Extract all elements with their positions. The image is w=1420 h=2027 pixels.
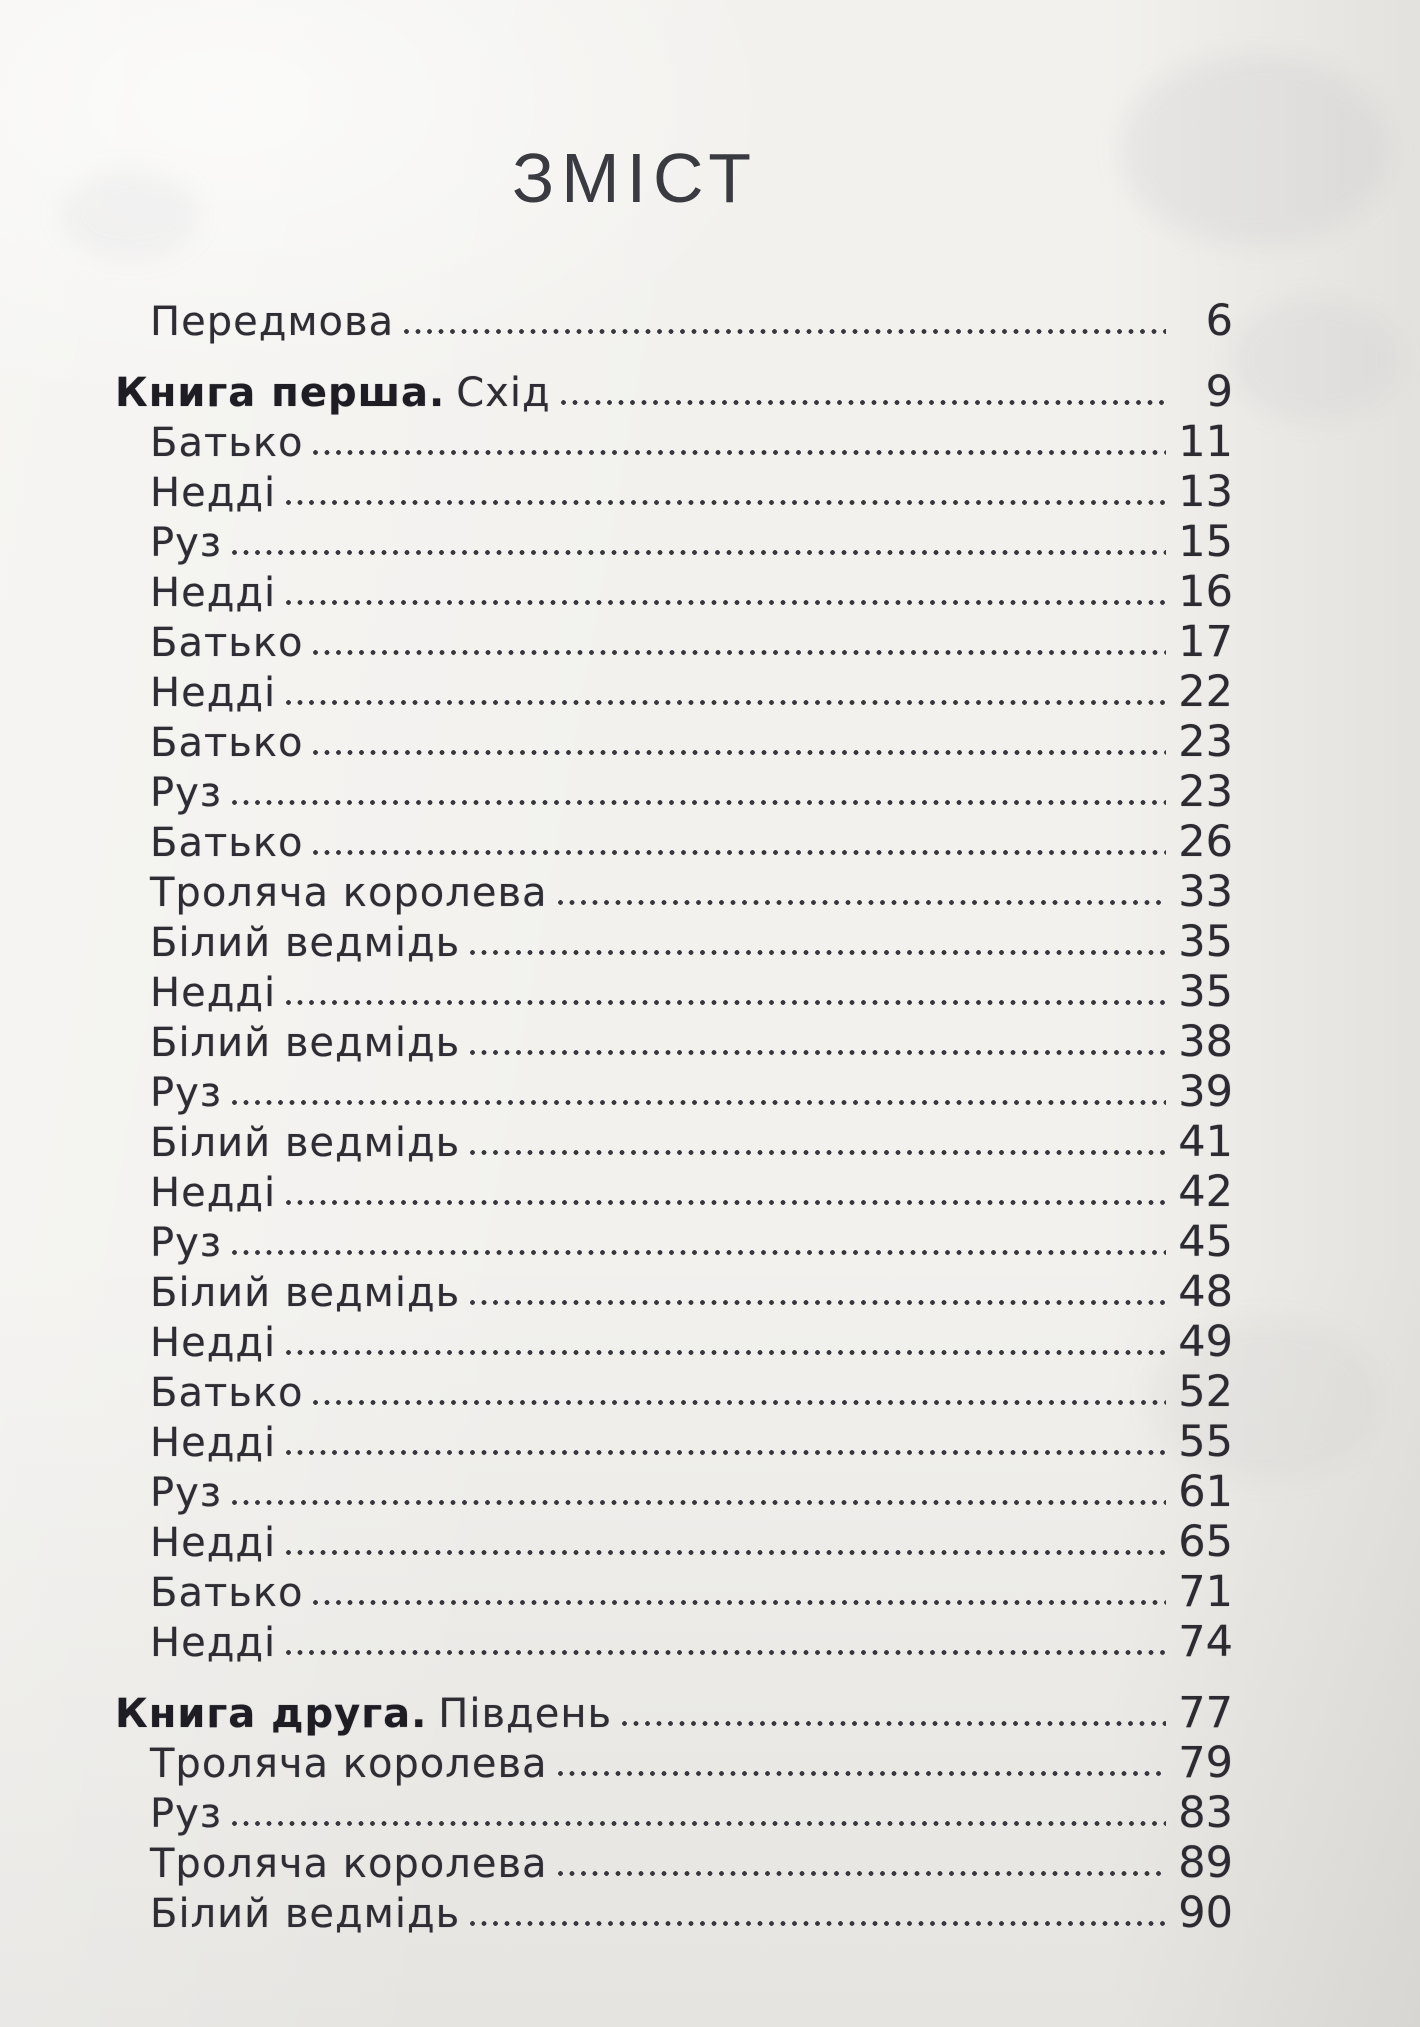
toc-entry <box>115 1738 1233 1788</box>
toc-entry-label <box>150 718 303 768</box>
toc-entry-label-text: Руз <box>150 1470 223 1516</box>
dot-leader <box>231 1249 1166 1256</box>
toc-entry-page-number: 13 <box>1178 467 1233 517</box>
toc-entry-label <box>150 1368 303 1418</box>
dot-leader <box>285 1349 1166 1356</box>
toc-entry <box>115 967 1233 1017</box>
toc-entry-label <box>150 468 276 518</box>
toc-entry-label <box>150 1889 460 1939</box>
toc-entry-label <box>150 1318 276 1368</box>
dot-leader <box>285 1449 1166 1456</box>
toc-entry <box>115 1838 1233 1888</box>
dot-leader <box>312 849 1166 856</box>
dot-leader <box>312 749 1166 756</box>
toc-entry <box>115 817 1233 867</box>
dot-leader <box>621 1720 1166 1727</box>
dot-leader <box>285 1649 1166 1656</box>
toc-entry <box>115 717 1233 767</box>
toc-entry <box>115 867 1233 917</box>
toc-entry-label-text: Батько <box>150 720 304 766</box>
toc-entry-book-label: Книга друга. <box>115 1691 428 1737</box>
toc-entry-page-number: 89 <box>1178 1838 1233 1888</box>
toc-entry <box>115 1888 1233 1938</box>
toc-entry-label-text: Білий ведмідь <box>150 1891 461 1937</box>
dot-leader <box>231 1099 1166 1106</box>
dot-leader <box>285 499 1166 506</box>
toc-entry-page-number: 39 <box>1178 1067 1233 1117</box>
toc-entry-label-text: Білий ведмідь <box>150 1270 461 1316</box>
toc-entry-page-number: 79 <box>1178 1738 1233 1788</box>
toc-entry-page-number: 52 <box>1178 1367 1233 1417</box>
toc-entry <box>115 1517 1233 1567</box>
dot-leader <box>560 399 1166 406</box>
toc-entry <box>115 1067 1233 1117</box>
toc-entry-page-number: 17 <box>1178 617 1233 667</box>
toc-entry-book-label: Книга перша. <box>115 370 446 416</box>
toc-entry <box>115 567 1233 617</box>
toc-entry-label-text: Південь <box>438 1691 613 1737</box>
toc-entry-page-number: 35 <box>1178 967 1233 1017</box>
toc-entry-label-text: Схід <box>456 370 551 416</box>
dot-leader <box>312 1599 1166 1606</box>
toc-entry-label-text: Троляча королева <box>150 1741 548 1787</box>
toc-entry-page-number: 61 <box>1178 1467 1233 1517</box>
toc-entry-label-text: Недді <box>150 1420 277 1466</box>
dot-leader <box>312 449 1166 456</box>
toc-entry-page-number: 41 <box>1178 1117 1233 1167</box>
toc-entry-label <box>150 1739 548 1789</box>
paper-smudge <box>1230 300 1400 420</box>
toc-entry-label <box>150 868 548 918</box>
toc-entry <box>115 1317 1233 1367</box>
toc-entry-label <box>150 1789 222 1839</box>
toc-entry-label <box>150 918 460 968</box>
dot-leader <box>403 328 1166 335</box>
dot-leader <box>231 799 1166 806</box>
dot-leader <box>285 699 1166 706</box>
toc-entry-page-number: 65 <box>1178 1517 1233 1567</box>
toc-entry-label <box>150 518 222 568</box>
toc-entry-label <box>150 1568 303 1618</box>
dot-leader <box>469 1299 1166 1306</box>
toc-entry-page-number: 11 <box>1178 417 1233 467</box>
toc-entry-page-number: 71 <box>1178 1567 1233 1617</box>
toc-entry-label-text: Батько <box>150 1570 304 1616</box>
toc-entry-label <box>150 968 276 1018</box>
toc-entry-label-text: Недді <box>150 670 277 716</box>
table-of-contents <box>115 296 1233 1938</box>
toc-entry-label <box>150 1168 276 1218</box>
toc-entry-page-number: 35 <box>1178 917 1233 967</box>
toc-entry-page-number: 22 <box>1178 667 1233 717</box>
toc-entry-label-text: Руз <box>150 520 223 566</box>
toc-entry-label <box>150 418 303 468</box>
toc-entry-page-number: 26 <box>1178 817 1233 867</box>
toc-entry <box>115 346 1233 417</box>
dot-leader <box>557 899 1166 906</box>
toc-entry <box>115 296 1233 346</box>
toc-entry-page-number: 15 <box>1178 517 1233 567</box>
toc-entry-label <box>150 1839 548 1889</box>
toc-entry-label-text: Передмова <box>150 299 395 345</box>
toc-entry <box>115 467 1233 517</box>
toc-entry-label <box>150 1068 222 1118</box>
toc-entry-label-text: Руз <box>150 770 223 816</box>
toc-entry-label-text: Батько <box>150 420 304 466</box>
dot-leader <box>285 599 1166 606</box>
dot-leader <box>469 949 1166 956</box>
toc-entry-label-text: Недді <box>150 470 277 516</box>
toc-entry-page-number: 77 <box>1178 1688 1233 1738</box>
toc-entry-page-number: 6 <box>1205 296 1233 346</box>
toc-entry-label-text: Білий ведмідь <box>150 1020 461 1066</box>
toc-entry-label <box>150 1118 460 1168</box>
toc-entry-page-number: 83 <box>1178 1788 1233 1838</box>
toc-entry-page-number: 45 <box>1178 1217 1233 1267</box>
toc-entry-page-number: 48 <box>1178 1267 1233 1317</box>
toc-entry-label-text: Білий ведмідь <box>150 1120 461 1166</box>
toc-entry-page-number: 49 <box>1178 1317 1233 1367</box>
dot-leader <box>312 1399 1166 1406</box>
toc-entry <box>115 1467 1233 1517</box>
toc-entry <box>115 1617 1233 1667</box>
toc-entry-label <box>150 1468 222 1518</box>
dot-leader <box>285 1199 1166 1206</box>
dot-leader <box>557 1870 1166 1877</box>
page-title: ЗМІСТ <box>511 139 759 217</box>
toc-entry-label-text: Недді <box>150 970 277 1016</box>
toc-entry-label <box>115 368 551 418</box>
toc-entry-label <box>150 1018 460 1068</box>
toc-entry-label-text: Білий ведмідь <box>150 920 461 966</box>
toc-entry <box>115 917 1233 967</box>
dot-leader <box>469 1049 1166 1056</box>
toc-entry-label-text: Недді <box>150 1320 277 1366</box>
dot-leader <box>469 1149 1166 1156</box>
toc-entry-page-number: 33 <box>1178 867 1233 917</box>
toc-entry <box>115 1417 1233 1467</box>
toc-entry-label-text: Недді <box>150 570 277 616</box>
toc-entry-label <box>150 568 276 618</box>
toc-entry <box>115 667 1233 717</box>
toc-entry <box>115 767 1233 817</box>
toc-entry-label <box>150 1268 460 1318</box>
toc-entry-label <box>150 1418 276 1468</box>
dot-leader <box>231 549 1166 556</box>
toc-entry-label-text: Троляча королева <box>150 1841 548 1887</box>
dot-leader <box>285 1549 1166 1556</box>
toc-entry-label-text: Руз <box>150 1220 223 1266</box>
toc-entry <box>115 1788 1233 1838</box>
toc-entry <box>115 617 1233 667</box>
toc-entry-label-text: Батько <box>150 620 304 666</box>
dot-leader <box>231 1820 1166 1827</box>
toc-entry-label-text: Троляча королева <box>150 870 548 916</box>
toc-entry-label <box>150 668 276 718</box>
toc-entry-label <box>150 1618 276 1668</box>
toc-entry <box>115 1667 1233 1738</box>
toc-entry-page-number: 9 <box>1205 367 1233 417</box>
toc-entry <box>115 517 1233 567</box>
toc-entry-page-number: 16 <box>1178 567 1233 617</box>
toc-entry-label <box>150 1518 276 1568</box>
toc-entry <box>115 1367 1233 1417</box>
toc-entry-page-number: 38 <box>1178 1017 1233 1067</box>
dot-leader <box>285 999 1166 1006</box>
dot-leader <box>312 649 1166 656</box>
toc-entry-label <box>115 1689 612 1739</box>
dot-leader <box>231 1499 1166 1506</box>
toc-entry-label-text: Батько <box>150 1370 304 1416</box>
toc-entry <box>115 1267 1233 1317</box>
toc-entry <box>115 1167 1233 1217</box>
toc-entry-label-text: Недді <box>150 1520 277 1566</box>
toc-entry-page-number: 23 <box>1178 767 1233 817</box>
toc-entry-page-number: 74 <box>1178 1617 1233 1667</box>
toc-entry-page-number: 90 <box>1178 1888 1233 1938</box>
toc-entry-page-number: 23 <box>1178 717 1233 767</box>
toc-entry-label-text: Батько <box>150 820 304 866</box>
toc-entry-page-number: 55 <box>1178 1417 1233 1467</box>
toc-entry <box>115 417 1233 467</box>
toc-entry-label-text: Недді <box>150 1620 277 1666</box>
toc-entry <box>115 1017 1233 1067</box>
toc-entry-label <box>150 618 303 668</box>
toc-entry-label-text: Недді <box>150 1170 277 1216</box>
toc-entry <box>115 1567 1233 1617</box>
toc-entry-label-text: Руз <box>150 1791 223 1837</box>
toc-entry-label <box>150 1218 222 1268</box>
dot-leader <box>469 1920 1166 1927</box>
toc-entry-label <box>150 768 222 818</box>
dot-leader <box>557 1770 1166 1777</box>
toc-entry-label <box>150 297 394 347</box>
toc-entry <box>115 1117 1233 1167</box>
toc-entry-page-number: 42 <box>1178 1167 1233 1217</box>
toc-entry-label <box>150 818 303 868</box>
toc-entry <box>115 1217 1233 1267</box>
toc-entry-label-text: Руз <box>150 1070 223 1116</box>
